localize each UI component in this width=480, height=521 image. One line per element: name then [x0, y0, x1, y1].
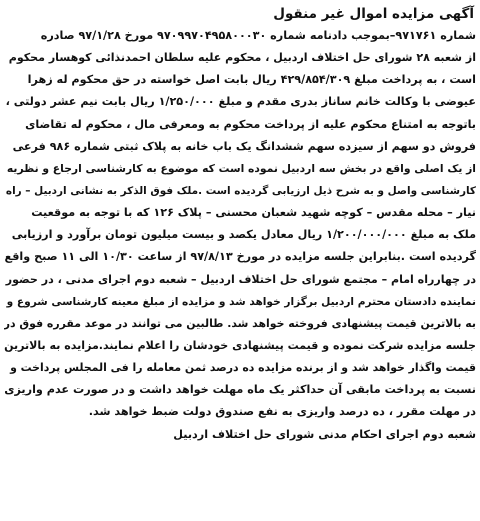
notice-line: فروش دو سهم از سیزده سهم ششدانگ یک باب خانه به پلاک ثبتی شماره ۹۸۶ فرعی — [12, 139, 476, 153]
notice-line: باتوجه به امتناع محکوم علیه از پرداخت محکوم به ومعرفی مال ، محکوم له تقاضای — [25, 117, 476, 131]
notice-line: ملک به مبلغ ۱/۲۰۰/۰۰۰/۰۰۰ ریال معادل یکصد و بیست میلیون تومان برآورد و ارزیابی — [11, 228, 476, 242]
notice-line: به بالاترین قیمت پیشنهادی فروخته خواهد شد. طالبین می توانند در موعد مقرره فوق در — [4, 316, 476, 330]
notice-line: گردیده است .بنابراین جلسه مزایده در مورخ ۹۷/۸/۱۳ از ساعت ۱۰/۳۰ الی ۱۱ صبح واقع — [4, 250, 476, 264]
notice-line: در مهلت مقرر ، ده درصد واریزی به نفع صندوق دولت ضبط خواهد شد. — [88, 405, 476, 419]
notice-line: از شعبه ۲۸ شورای حل اختلاف اردبیل ، محکوم علیه سلطان احمدنذائی کوهسار محکوم — [8, 51, 476, 65]
notice-body — [4, 25, 476, 424]
notice-line: نیار – محله مقدس – کوچه شهید شعبان محسنی – پلاک ۱۲۶ که با توجه به موقعیت — [31, 206, 476, 220]
notice-line: قیمت واگذار خواهد شد و از برنده مزایده ده درصد ثمن معامله را فی المجلس پرداخت و — [10, 361, 476, 375]
notice-line: نماینده دادستان محترم اردبیل برگزار خواهد شد و مزایده از مبلغ معینه کارشناسی شروع و — [6, 295, 476, 308]
notice-line: در چهارراه امام – مجتمع شورای حل اختلاف اردبیل – شعبه دوم اجرای مدنی ، در حضور — [5, 272, 476, 286]
notice-line: نسبت به پرداخت مابقی آن حداکثر یک ماه مهلت خواهد داشت و در صورت عدم واریزی — [4, 383, 476, 397]
notice-line: است ، به پرداخت مبلغ ۴۲۹/۸۵۴/۳۰۹ ریال بابت اصل خواسته در حق محکوم له زهرا — [27, 73, 476, 87]
notice-signature: شعبه دوم اجرای احکام مدنی شورای حل اختلاف اردبیل — [173, 427, 476, 441]
notice-line: جلسه مزایده شرکت نموده و قیمت پیشنهادی خودشان را اعلام نمایند.مزایده به بالاترین — [4, 338, 476, 352]
notice-line: کارشناسی واصل و به شرح ذیل ارزیابی گردیده است .ملک فوق الذکر به نشانی اردبیل – راه — [5, 184, 476, 197]
notice-line: شماره ۹۷۱۷۶۱–بموجب دادنامه شماره ۹۷۰۹۹۷۰۴۹۵۸۰۰۰۳۰ مورخ ۹۷/۱/۲۸ صادره — [40, 29, 476, 42]
notice-line: از یک اصلی واقع در بخش سه اردبیل نموده است که موضوع به کارشناسی ارجاع و نظریه — [6, 161, 476, 175]
notice-line: عیوضی با وکالت خانم ساناز بدری مقدم و مبلغ ۱/۲۵۰/۰۰۰ ریال بابت نیم عشر دولتی ، — [5, 95, 476, 109]
notice-title: آگهی مزایده اموال غیر منقول — [273, 6, 474, 22]
